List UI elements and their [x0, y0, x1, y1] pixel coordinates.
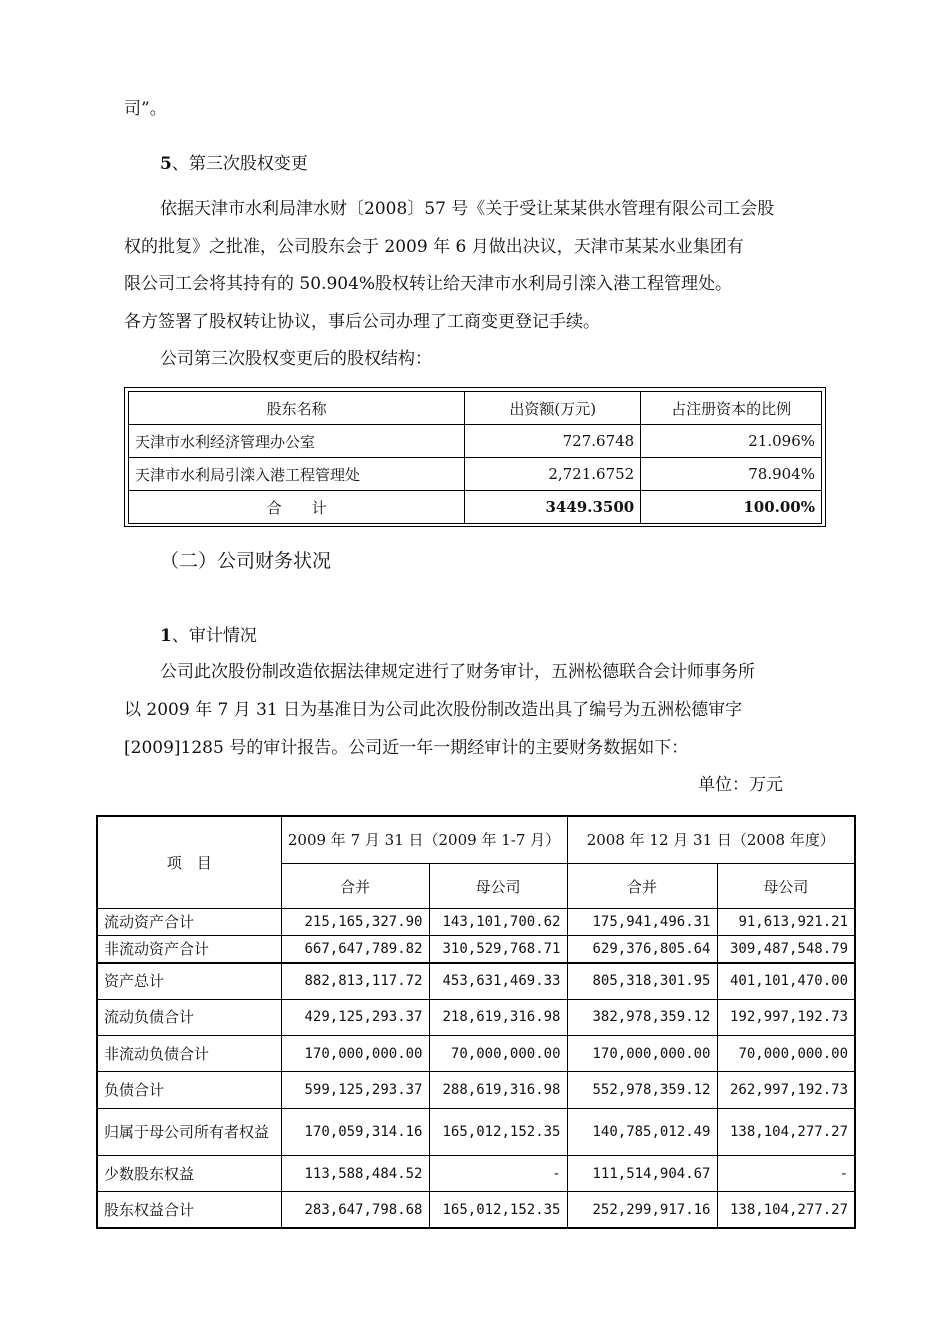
value-cell: 170,059,314.16 [281, 1108, 429, 1155]
row-label: 流动资产合计 [97, 909, 281, 936]
row-label: 负债合计 [97, 1072, 281, 1108]
value-cell: 70,000,000.00 [717, 1036, 855, 1072]
table-total-row [129, 491, 822, 524]
section-number: 1 [160, 626, 172, 646]
value-cell: 175,941,496.31 [567, 909, 717, 936]
value-cell: 401,101,470.00 [717, 963, 855, 999]
row-label: 非流动负债合计 [97, 1036, 281, 1072]
paragraph-line: 以 2009 年 7 月 31 日为基准日为公司此次股份制改造出具了编号为五洲松德审字 [124, 700, 743, 720]
capital-ratio: 78.904% [641, 458, 822, 491]
shareholder-name: 天津市水利局引滦入港工程管理处 [129, 458, 465, 491]
value-cell: 288,619,316.98 [429, 1072, 567, 1108]
table-row [129, 425, 822, 458]
item-header: 项 目 [97, 816, 281, 909]
paragraph-line: 公司此次股份制改造依据法律规定进行了财务审计，五洲松德联合会计师事务所 [160, 662, 755, 682]
header-cell: 股东名称 [129, 392, 465, 425]
paragraph-line: [2009]1285 号的审计报告。公司近一年一期经审计的主要财务数据如下： [124, 738, 689, 758]
section-heading-two: （二）公司财务状况 [160, 550, 332, 572]
value-cell: 453,631,469.33 [429, 963, 567, 999]
value-cell: 113,588,484.52 [281, 1155, 429, 1191]
table-row [97, 999, 855, 1035]
total-amount: 3449.3500 [465, 491, 641, 524]
paragraph-line: 权的批复》之批准，公司股东会于 2009 年 6 月做出决议，天津市某某水业集团有 [124, 237, 744, 257]
row-label: 股东权益合计 [97, 1192, 281, 1228]
value-cell: 667,647,789.82 [281, 936, 429, 963]
subheader-cell: 合并 [281, 863, 429, 908]
value-cell: 143,101,700.62 [429, 909, 567, 936]
paragraph-line: 各方签署了股权转让协议，事后公司办理了工商变更登记手续。 [124, 312, 600, 332]
period-header: 2008 年 12 月 31 日（2008 年度） [567, 816, 855, 863]
row-label: 少数股东权益 [97, 1155, 281, 1191]
shareholder-table [128, 391, 822, 524]
section-title: 、审计情况 [171, 626, 257, 646]
value-cell: 310,529,768.71 [429, 936, 567, 963]
paragraph-continuation: 司”。 [124, 99, 167, 119]
value-cell: 140,785,012.49 [567, 1108, 717, 1155]
value-cell: 805,318,301.95 [567, 963, 717, 999]
value-cell: 382,978,359.12 [567, 999, 717, 1035]
section-title: 、第三次股权变更 [171, 154, 308, 174]
value-cell: 111,514,904.67 [567, 1155, 717, 1191]
value-cell: 165,012,152.35 [429, 1192, 567, 1228]
financial-table [96, 815, 856, 1229]
value-cell: 192,997,192.73 [717, 999, 855, 1035]
value-cell: 138,104,277.27 [717, 1108, 855, 1155]
section-number: 5 [160, 154, 172, 174]
value-cell: 218,619,316.98 [429, 999, 567, 1035]
table-row [97, 909, 855, 936]
value-cell: 309,487,548.79 [717, 936, 855, 963]
capital-amount: 2,721.6752 [465, 458, 641, 491]
value-cell: 70,000,000.00 [429, 1036, 567, 1072]
value-cell: 882,813,117.72 [281, 963, 429, 999]
value-cell: 283,647,798.68 [281, 1192, 429, 1228]
total-label: 合 计 [129, 491, 465, 524]
value-cell: 138,104,277.27 [717, 1192, 855, 1228]
value-cell: 262,997,192.73 [717, 1072, 855, 1108]
table-row [97, 936, 855, 963]
section-heading-5 [160, 149, 308, 174]
table-header-row [97, 816, 855, 863]
value-cell: 429,125,293.37 [281, 999, 429, 1035]
table-row [97, 1155, 855, 1191]
value-cell: 170,000,000.00 [567, 1036, 717, 1072]
capital-amount: 727.6748 [465, 425, 641, 458]
table-row [97, 1108, 855, 1155]
table-caption: 公司第三次股权变更后的股权结构： [160, 349, 432, 369]
row-label: 归属于母公司所有者权益 [97, 1108, 281, 1155]
value-cell: 170,000,000.00 [281, 1036, 429, 1072]
row-label: 资产总计 [97, 963, 281, 999]
table-row [97, 963, 855, 999]
table-row [97, 1036, 855, 1072]
header-cell: 出资额(万元) [465, 392, 641, 425]
value-cell: 552,978,359.12 [567, 1072, 717, 1108]
value-cell: 165,012,152.35 [429, 1108, 567, 1155]
value-cell: 599,125,293.37 [281, 1072, 429, 1108]
subheader-cell: 合并 [567, 863, 717, 908]
subheader-cell: 母公司 [717, 863, 855, 908]
table-row [129, 458, 822, 491]
shareholder-table-frame [124, 387, 826, 527]
paragraph-line: 依据天津市水利局津水财〔2008〕57 号《关于受让某某供水管理有限公司工会股 [160, 199, 775, 219]
value-cell: - [717, 1155, 855, 1191]
header-cell: 占注册资本的比例 [641, 392, 822, 425]
period-header: 2009 年 7 月 31 日（2009 年 1-7 月） [281, 816, 567, 863]
section-heading-audit [160, 621, 257, 646]
value-cell: 91,613,921.21 [717, 909, 855, 936]
capital-ratio: 21.096% [641, 425, 822, 458]
table-header-row [129, 392, 822, 425]
paragraph-line: 限公司工会将其持有的 50.904%股权转让给天津市水利局引滦入港工程管理处。 [124, 274, 733, 294]
table-row [97, 1072, 855, 1108]
shareholder-name: 天津市水利经济管理办公室 [129, 425, 465, 458]
value-cell: 215,165,327.90 [281, 909, 429, 936]
subheader-cell: 母公司 [429, 863, 567, 908]
table-row [97, 1192, 855, 1228]
row-label: 流动负债合计 [97, 999, 281, 1035]
value-cell: 629,376,805.64 [567, 936, 717, 963]
row-label: 非流动资产合计 [97, 936, 281, 963]
value-cell: - [429, 1155, 567, 1191]
value-cell: 252,299,917.16 [567, 1192, 717, 1228]
total-ratio: 100.00% [641, 491, 822, 524]
unit-label: 单位：万元 [698, 775, 783, 795]
